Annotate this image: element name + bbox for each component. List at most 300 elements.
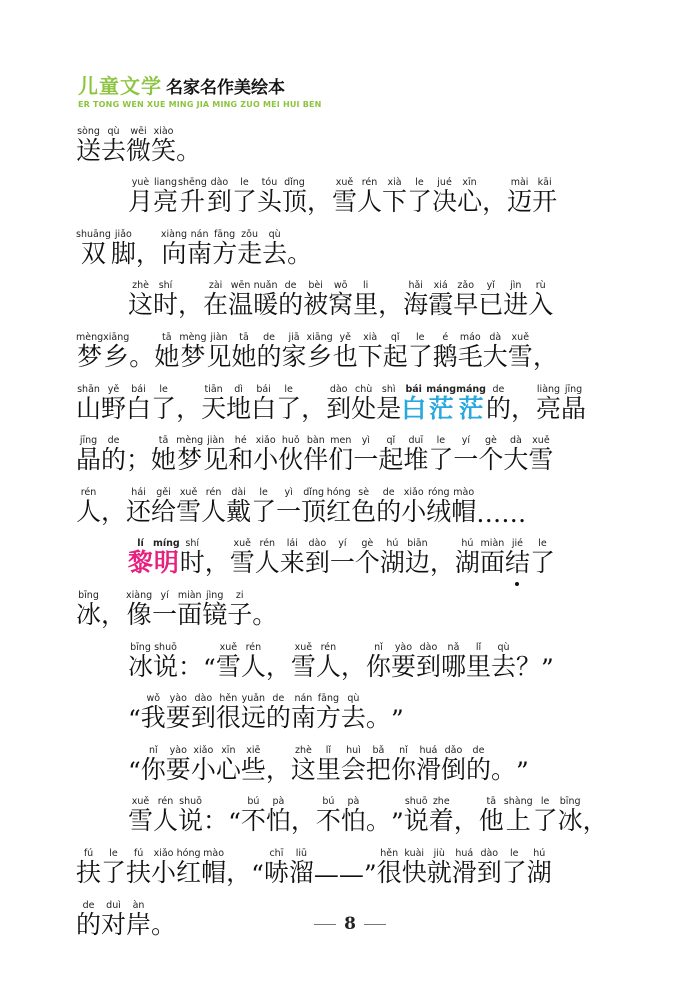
character-with-pinyin — [328, 435, 353, 476]
hanzi: 了 — [407, 341, 433, 371]
hanzi: 雪 — [176, 496, 202, 526]
character-with-pinyin — [76, 590, 101, 631]
pinyin: xuě — [128, 796, 153, 808]
story-text — [76, 121, 616, 947]
pinyin: róng — [426, 486, 452, 498]
pinyin: rù — [528, 280, 554, 292]
character-with-pinyin — [401, 487, 426, 528]
series-brand — [78, 70, 322, 99]
character-with-pinyin — [76, 229, 111, 270]
pinyin: dào — [326, 383, 352, 395]
pinyin: nán — [290, 693, 316, 705]
pinyin: yuǎn — [240, 693, 266, 705]
hanzi: 里 — [315, 754, 341, 784]
pinyin: huá — [451, 847, 477, 859]
hanzi: 被 — [303, 290, 329, 320]
hanzi: 大 — [482, 341, 508, 371]
character-with-pinyin — [508, 332, 533, 373]
pinyin: dào — [190, 693, 216, 705]
pinyin: tiān — [201, 383, 227, 395]
character-with-pinyin — [291, 693, 316, 734]
pinyin: yě — [332, 331, 358, 343]
pinyin: zài — [203, 280, 229, 292]
character-with-pinyin — [303, 280, 328, 321]
character-with-pinyin — [232, 177, 257, 218]
character-with-pinyin — [504, 796, 533, 837]
character-with-pinyin — [402, 848, 427, 889]
punctuation: “ — [128, 705, 141, 735]
character-with-pinyin — [152, 590, 177, 631]
punctuation: 。 — [176, 135, 202, 165]
character-with-pinyin — [357, 177, 382, 218]
character-with-pinyin — [479, 796, 504, 837]
hanzi: 会 — [340, 754, 366, 784]
hanzi: 人 — [357, 187, 383, 217]
hanzi: 到 — [326, 393, 352, 423]
pinyin: xiē — [240, 744, 266, 756]
character-with-pinyin — [291, 745, 316, 786]
character-with-pinyin — [111, 229, 136, 270]
punctuation: ” — [516, 756, 529, 786]
pinyin: hěn — [215, 693, 241, 705]
character-with-pinyin — [561, 384, 586, 425]
hanzi: 这 — [128, 290, 154, 320]
hanzi: 走 — [237, 238, 263, 268]
character-with-pinyin — [405, 538, 430, 579]
hanzi: 去 — [262, 238, 288, 268]
character-with-pinyin — [328, 280, 353, 321]
hanzi: 把 — [365, 754, 391, 784]
character-with-pinyin — [176, 435, 203, 476]
hanzi: 个 — [478, 445, 504, 475]
character-with-pinyin — [151, 384, 176, 425]
hanzi: 脚 — [110, 238, 136, 268]
hanzi: 不 — [315, 806, 341, 836]
character-with-pinyin — [401, 384, 426, 425]
hanzi: 快 — [401, 857, 427, 887]
hanzi: 笑 — [151, 135, 177, 165]
pinyin: tā — [231, 331, 257, 343]
punctuation: ， — [178, 290, 204, 320]
hanzi: 处 — [351, 393, 377, 423]
character-with-pinyin — [326, 384, 351, 425]
hanzi: 小 — [151, 857, 177, 887]
text-line — [76, 792, 616, 844]
character-with-pinyin — [180, 538, 205, 579]
pinyin: miàn — [177, 589, 203, 601]
character-with-pinyin — [227, 590, 252, 631]
hanzi: 倒 — [440, 754, 466, 784]
right-dash — [364, 924, 386, 925]
left-dash — [314, 924, 336, 925]
character-with-pinyin — [429, 796, 454, 837]
text-line — [76, 121, 616, 173]
character-with-pinyin — [226, 487, 251, 528]
text-line — [76, 379, 616, 431]
pinyin: dì — [226, 383, 252, 395]
character-with-pinyin — [179, 332, 206, 373]
hanzi: 决 — [432, 187, 458, 217]
character-with-pinyin — [241, 745, 266, 786]
hanzi: 岸 — [126, 909, 152, 939]
pinyin: rén — [254, 538, 280, 550]
pinyin: hǎi — [403, 280, 429, 292]
punctuation: ， — [582, 806, 608, 836]
character-with-pinyin — [491, 642, 516, 683]
pinyin: hóng — [176, 847, 202, 859]
hanzi: 滑 — [415, 754, 441, 784]
hanzi: 边 — [404, 548, 430, 578]
punctuation: ， — [510, 393, 536, 423]
pinyin: rén — [315, 641, 341, 653]
hanzi: 人 — [76, 496, 102, 526]
hanzi: 入 — [528, 290, 554, 320]
hanzi: 雪 — [290, 651, 316, 681]
hanzi: 雪 — [128, 806, 154, 836]
punctuation: ， — [176, 393, 202, 423]
character-with-pinyin — [154, 332, 179, 373]
character-with-pinyin — [316, 796, 341, 837]
hanzi: 山 — [76, 393, 102, 423]
hanzi: 去 — [340, 703, 366, 733]
character-with-pinyin — [232, 332, 257, 373]
text-line — [76, 689, 616, 741]
hanzi: 个 — [354, 548, 380, 578]
pinyin: shuō — [153, 641, 179, 653]
pinyin: huá — [415, 744, 441, 756]
pinyin: míng — [153, 538, 180, 550]
punctuation: 。 — [151, 909, 177, 939]
text-line — [76, 637, 616, 689]
pinyin: pà — [265, 796, 291, 808]
pinyin: fāng — [212, 228, 238, 240]
character-with-pinyin — [216, 745, 241, 786]
hanzi: 头 — [256, 187, 282, 217]
hanzi: 起 — [382, 341, 408, 371]
character-with-pinyin — [176, 487, 201, 528]
pinyin: rén — [153, 796, 179, 808]
hanzi: 人 — [153, 806, 179, 836]
character-with-pinyin — [128, 538, 153, 579]
hanzi: 帽 — [201, 857, 227, 887]
pinyin: mèng — [176, 435, 204, 447]
hanzi: 去 — [491, 651, 517, 681]
character-with-pinyin — [201, 384, 226, 425]
character-with-pinyin — [226, 384, 251, 425]
pinyin: wō — [328, 280, 354, 292]
hanzi: 小 — [190, 754, 216, 784]
character-with-pinyin — [280, 538, 305, 579]
hanzi: 了 — [101, 857, 127, 887]
hanzi: 溜 — [288, 857, 314, 887]
hanzi: 毛 — [457, 341, 483, 371]
hanzi: 微 — [126, 135, 152, 165]
pinyin: xuě — [528, 435, 554, 447]
hanzi: 的 — [465, 754, 491, 784]
pinyin: jiàn — [203, 435, 229, 447]
character-with-pinyin — [403, 280, 428, 321]
hanzi: 乡 — [306, 341, 333, 371]
character-with-pinyin — [151, 126, 176, 167]
hanzi: 鹅 — [432, 341, 458, 371]
pinyin: kuài — [401, 847, 427, 859]
pinyin: nǎ — [440, 641, 466, 653]
punctuation: ， — [204, 548, 230, 578]
character-with-pinyin — [201, 848, 226, 889]
series-title: 儿童文学 — [78, 74, 162, 98]
text-line — [76, 173, 616, 225]
character-with-pinyin — [358, 332, 383, 373]
character-with-pinyin — [303, 435, 328, 476]
pinyin: xiāng — [306, 331, 333, 343]
character-with-pinyin — [466, 642, 491, 683]
character-with-pinyin — [202, 590, 227, 631]
pinyin: bīng — [128, 641, 154, 653]
character-with-pinyin — [441, 642, 466, 683]
hanzi: 早 — [453, 290, 479, 320]
hanzi: 我 — [140, 703, 166, 733]
pinyin: xià — [357, 331, 383, 343]
character-with-pinyin — [441, 745, 466, 786]
page-number-footer — [0, 914, 700, 934]
character-with-pinyin — [76, 332, 103, 373]
text-line — [76, 431, 616, 483]
pinyin: bǎ — [365, 744, 391, 756]
pinyin: qǐ — [382, 331, 408, 343]
pinyin: hú — [454, 538, 480, 550]
hanzi: 人 — [201, 496, 227, 526]
punctuation: “ — [128, 756, 141, 786]
hanzi: 说 — [178, 806, 204, 836]
hanzi: 要 — [165, 703, 191, 733]
pinyin: dào — [304, 538, 330, 550]
character-with-pinyin — [333, 332, 358, 373]
character-with-pinyin — [503, 435, 528, 476]
hanzi: 下 — [357, 341, 383, 371]
pinyin: xīn — [457, 177, 483, 189]
pinyin: nǐ — [365, 641, 391, 653]
character-with-pinyin — [128, 177, 153, 218]
hanzi: 霞 — [428, 290, 454, 320]
text-line — [76, 585, 616, 637]
hanzi: 顶 — [281, 187, 307, 217]
pinyin: yào — [165, 744, 191, 756]
hanzi: 她 — [151, 445, 177, 475]
character-with-pinyin — [451, 487, 476, 528]
character-with-pinyin — [305, 538, 330, 579]
hanzi: 心 — [215, 754, 241, 784]
pinyin: xiá — [428, 280, 454, 292]
hanzi: 小 — [401, 496, 427, 526]
pinyin: hěn — [376, 847, 402, 859]
punctuation: ， — [482, 187, 508, 217]
hanzi: 色 — [351, 496, 377, 526]
pinyin: jīng — [561, 383, 587, 395]
punctuation: …… — [476, 498, 527, 528]
hanzi: 白 — [401, 393, 427, 423]
pinyin: jiù — [426, 847, 452, 859]
pinyin: duī — [403, 435, 429, 447]
hanzi: 亮 — [153, 187, 179, 217]
character-with-pinyin — [428, 280, 453, 321]
character-with-pinyin — [76, 487, 101, 528]
character-with-pinyin — [126, 590, 152, 631]
pinyin: tóu — [256, 177, 282, 189]
character-with-pinyin — [207, 177, 232, 218]
hanzi: 了 — [529, 548, 555, 578]
pinyin: men — [328, 435, 354, 447]
character-with-pinyin — [126, 384, 151, 425]
character-with-pinyin — [153, 177, 178, 218]
pinyin: bái — [401, 383, 427, 395]
hanzi: 了 — [251, 496, 277, 526]
pinyin: hé — [228, 435, 254, 447]
character-with-pinyin — [151, 435, 176, 476]
character-with-pinyin — [478, 280, 503, 321]
pinyin: chī — [263, 847, 289, 859]
punctuation: ， — [290, 806, 316, 836]
hanzi: 雪 — [528, 445, 554, 475]
hanzi: 送 — [76, 135, 102, 165]
pinyin: yì — [353, 435, 379, 447]
hanzi: 镜 — [202, 599, 228, 629]
character-with-pinyin — [428, 435, 453, 476]
character-with-pinyin — [426, 487, 451, 528]
hanzi: 对 — [101, 909, 127, 939]
hanzi: 的 — [101, 445, 127, 475]
hanzi: 冰 — [557, 806, 583, 836]
punctuation: ？ — [516, 651, 542, 681]
hanzi: 红 — [326, 496, 352, 526]
hanzi: 和 — [228, 445, 254, 475]
hanzi: 们 — [328, 445, 354, 475]
pinyin: duì — [101, 899, 127, 911]
pinyin: xuě — [229, 538, 255, 550]
pinyin: bái — [251, 383, 277, 395]
pinyin: nǐ — [140, 744, 166, 756]
hanzi: 一 — [152, 599, 178, 629]
pinyin: shuō — [178, 796, 204, 808]
hanzi: 梦 — [76, 341, 104, 371]
character-with-pinyin — [161, 229, 187, 270]
pinyin: xuě — [331, 177, 357, 189]
hanzi: 见 — [203, 445, 229, 475]
pinyin: zhè — [128, 280, 154, 292]
hanzi: 雪 — [229, 548, 255, 578]
character-with-pinyin — [276, 487, 301, 528]
character-with-pinyin — [255, 538, 280, 579]
pinyin: hóng — [326, 486, 352, 498]
character-with-pinyin — [455, 538, 480, 579]
text-line — [76, 843, 616, 895]
hanzi: 见 — [206, 341, 232, 371]
text-line — [76, 740, 616, 792]
hanzi: 伙 — [278, 445, 304, 475]
hanzi: 扶 — [126, 857, 152, 887]
hanzi: 给 — [151, 496, 177, 526]
punctuation: “ — [203, 653, 216, 683]
hanzi: 下 — [382, 187, 408, 217]
pinyin: dà — [482, 331, 508, 343]
hanzi: 很 — [215, 703, 241, 733]
hanzi: 哧 — [263, 857, 289, 887]
hanzi: 不 — [240, 806, 266, 836]
pinyin: rén — [240, 641, 266, 653]
pinyin: de — [278, 280, 304, 292]
hanzi: 面 — [177, 599, 203, 629]
pinyin: xiàng — [126, 589, 153, 601]
hanzi: 天 — [201, 393, 227, 423]
pinyin: qù — [262, 228, 288, 240]
character-with-pinyin — [151, 487, 176, 528]
character-with-pinyin — [453, 280, 478, 321]
pinyin: nuǎn — [253, 280, 279, 292]
pinyin: zhe — [428, 796, 454, 808]
pinyin: le — [532, 796, 558, 808]
pinyin: yí — [453, 435, 479, 447]
hanzi: 了 — [151, 393, 177, 423]
pinyin: le — [251, 486, 277, 498]
hanzi: 白 — [251, 393, 277, 423]
pinyin: qǐ — [378, 435, 404, 447]
pinyin: yě — [101, 383, 127, 395]
punctuation: ， — [532, 341, 558, 371]
pinyin: xuě — [290, 641, 316, 653]
hanzi: 到 — [190, 703, 216, 733]
pinyin: de — [76, 899, 101, 911]
punctuation: —— — [313, 859, 364, 889]
hanzi: 雪 — [507, 341, 533, 371]
pinyin: máng — [456, 383, 486, 395]
hanzi: 小 — [253, 445, 279, 475]
character-with-pinyin — [103, 332, 129, 373]
pinyin: nǐ — [390, 744, 416, 756]
hanzi: 了 — [407, 187, 433, 217]
character-with-pinyin — [456, 384, 486, 425]
pinyin: qù — [491, 641, 516, 653]
character-with-pinyin — [391, 642, 416, 683]
pinyin: lǐ — [315, 744, 341, 756]
character-with-pinyin — [76, 126, 101, 167]
pinyin: xiāng — [103, 331, 130, 343]
hanzi: 迈 — [507, 187, 533, 217]
pinyin: tā — [151, 435, 177, 447]
pinyin: gè — [478, 435, 504, 447]
character-with-pinyin — [264, 848, 289, 889]
character-with-pinyin — [191, 693, 216, 734]
character-with-pinyin — [230, 538, 255, 579]
pinyin: lí — [128, 538, 154, 550]
hanzi: 湖 — [454, 548, 480, 578]
punctuation: ： — [203, 806, 229, 836]
character-with-pinyin — [237, 229, 262, 270]
pinyin: bèi — [303, 280, 329, 292]
pinyin: shēng — [178, 177, 207, 189]
punctuation: 。 — [365, 806, 391, 836]
character-with-pinyin — [378, 435, 403, 476]
hanzi: 来 — [279, 548, 305, 578]
pinyin: dà — [503, 435, 529, 447]
hanzi: 明 — [153, 548, 180, 578]
pinyin: lái — [279, 538, 305, 550]
hanzi: 说 — [403, 806, 429, 836]
hanzi: 的 — [376, 496, 402, 526]
pinyin: xià — [382, 177, 408, 189]
character-with-pinyin — [383, 332, 408, 373]
hanzi: 湖 — [526, 857, 552, 887]
character-with-pinyin — [382, 177, 407, 218]
character-with-pinyin — [366, 642, 391, 683]
